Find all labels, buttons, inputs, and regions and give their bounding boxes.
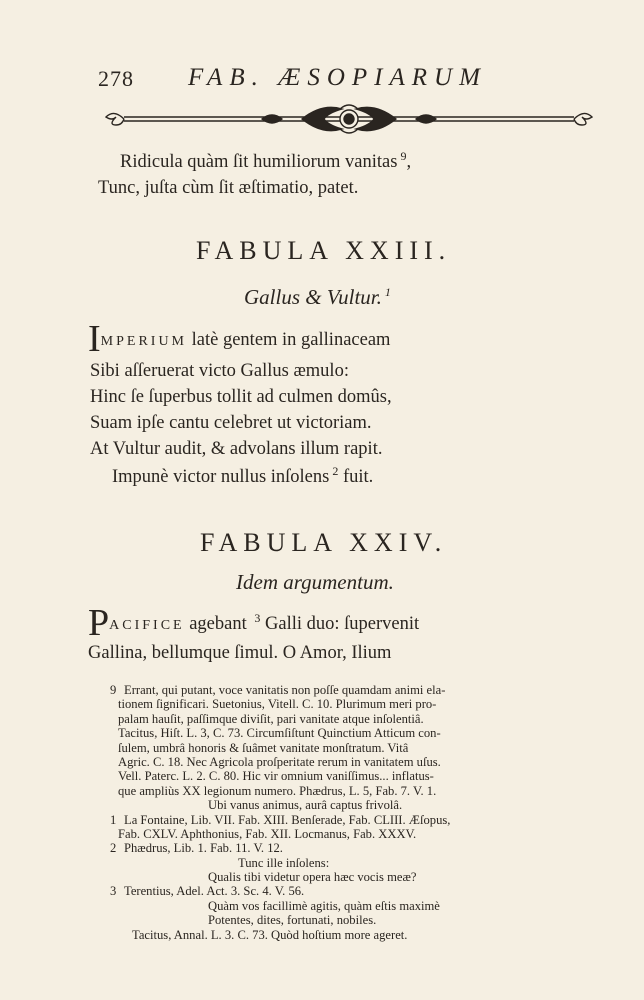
verse-text: At Vultur audit, & advolans illum rapit. <box>90 439 383 459</box>
footnote-text: Tacitus, Annal. L. 3. C. 73. Quòd hoſtium more ageret. <box>132 927 408 942</box>
footnote-text: Tacitus, Hiſt. L. 3, C. 73. Circumſiſtunt Quinctium Atticum con- <box>118 726 441 741</box>
footnote-line <box>98 899 568 913</box>
footnote-line <box>98 884 568 898</box>
first-word-rest: ACIFICE <box>109 618 185 633</box>
dropcap: I <box>88 318 101 360</box>
footnote-text: Tunc ille inſolens: <box>238 855 330 870</box>
first-word-rest: MPERIUM <box>100 334 188 349</box>
footnote-line <box>98 813 568 827</box>
footnote-text: Phædrus, Lib. 1. Fab. 11. V. 12. <box>124 841 283 856</box>
floral-rule-ornament-icon <box>102 102 596 136</box>
running-head <box>98 64 538 94</box>
first-line-rest: latè gentem in gallinaceam <box>191 330 391 350</box>
note-ref: 1 <box>384 285 391 299</box>
footnote-text: Quàm vos facillimè agitis, quàm eſtis maximè <box>208 898 440 913</box>
footnote-text: Terentius, Adel. Act. 3. Sc. 4. V. 56. <box>124 884 305 899</box>
footnote-line <box>98 741 568 755</box>
running-title: FAB. ÆSOPIARUM <box>188 64 487 91</box>
footnote-line <box>98 913 568 927</box>
footnote-line <box>98 712 568 726</box>
footnote-line <box>98 784 568 798</box>
footnote-line <box>98 928 568 942</box>
verse-line: Ridicula quàm ſit humiliorum vanitas $^9$, <box>120 148 412 172</box>
footnote-text: Errant, qui putant, voce vanitatis non poſſe quamdam animi ela- <box>124 683 446 697</box>
fable-first-line <box>88 320 390 358</box>
footnote-text: que ampliùs XX legionum numero. Phædrus, L. 5, Fab. 7. V. 1. <box>118 783 437 798</box>
footnote-line <box>98 870 568 884</box>
note-ref: 2 <box>332 463 339 478</box>
verse-text-after: fuit. <box>342 467 374 487</box>
fable-subtitle <box>244 285 391 310</box>
note-ref: 3 <box>254 610 261 625</box>
verse-text: Suam ipſe cantu celebret ut victoriam. <box>90 413 372 433</box>
page-number: 278 <box>98 66 134 91</box>
footnote-line <box>98 683 568 697</box>
footnotes <box>98 683 568 942</box>
footnote-text: La Fontaine, Lib. VII. Fab. XIII. Benſerade, Fab. CLIII. Æſopus, <box>124 812 451 827</box>
footnote-line <box>98 827 568 841</box>
note-ref: 9 <box>400 148 407 163</box>
footnote-mark: 2 <box>110 841 117 856</box>
fable-subtitle-text: Gallus & Vultur. <box>244 285 382 309</box>
footnote-text: tionem ſignificari. Suetonius, Vitell. C. 10. Plurimum meri pro- <box>118 697 437 712</box>
verse-line <box>90 385 392 409</box>
footnote-line <box>98 697 568 711</box>
fable-subtitle: Idem argumentum. <box>236 570 394 594</box>
footnote-text: Fab. CXLV. Aphthonius, Fab. XII. Locmanus, Fab. XXXV. <box>118 826 417 841</box>
dropcap: P <box>88 602 110 644</box>
prose-line <box>88 641 391 665</box>
fable-heading: FABULA XXIII. <box>196 236 452 265</box>
footnote-text: ſulem, umbrâ honoris & ſuâmet vanitate monſtratum. Vitâ <box>118 740 409 755</box>
footnote-line <box>98 726 568 740</box>
verse-text: Ridicula quàm ſit humiliorum vanitas <box>120 152 398 172</box>
verse-line <box>112 465 373 489</box>
footnote-text: Ubi vanus animus, aurâ captus frivolâ. <box>208 798 403 813</box>
first-line-after: Galli duo: ſupervenit <box>265 614 420 634</box>
verse-line <box>90 411 372 435</box>
footnote-text: Vell. Paterc. L. 2. C. 80. Hic vir omnium vaniſſimus... inflatus- <box>118 769 434 784</box>
footnote-line <box>98 841 568 855</box>
footnote-line <box>98 769 568 783</box>
footnote-mark: 9 <box>110 683 117 697</box>
footnote-line <box>98 856 568 870</box>
prose-text: Gallina, bellumque ſimul. O Amor, Ilium <box>88 643 392 663</box>
footnote-line <box>98 755 568 769</box>
footnote-text: Agric. C. 18. Nec Agricola proſperitate rerum in vanitatem uſus. <box>118 754 441 769</box>
footnote-mark: 3 <box>110 884 117 899</box>
footnote-text: Potentes, dites, fortunati, nobiles. <box>208 913 377 928</box>
footnote-text: Qualis tibi videtur opera hæc vocis meæ? <box>208 870 417 885</box>
verse-line <box>90 359 349 383</box>
footnote-mark: 1 <box>110 812 117 827</box>
verse-line <box>90 437 382 461</box>
verse-text: Hinc ſe ſuperbus tollit ad culmen domûs, <box>90 387 392 407</box>
footnote-line <box>98 798 568 812</box>
verse-line <box>98 176 358 200</box>
footnote-text: palam hauſit, paſſimque diviſit, pari vanitate atque inſolentiâ. <box>118 711 424 726</box>
fable-first-line <box>88 604 419 642</box>
verse-text: Impunè victor nullus inſolens <box>112 467 330 487</box>
first-line-rest: agebant <box>189 614 247 634</box>
fable-heading: FABULA XXIV. <box>200 528 448 557</box>
verse-text: Sibi aſſeruerat victo Gallus æmulo: <box>90 361 349 381</box>
verse-text: Tunc, juſta cùm ſit æſtimatio, patet. <box>98 178 359 198</box>
